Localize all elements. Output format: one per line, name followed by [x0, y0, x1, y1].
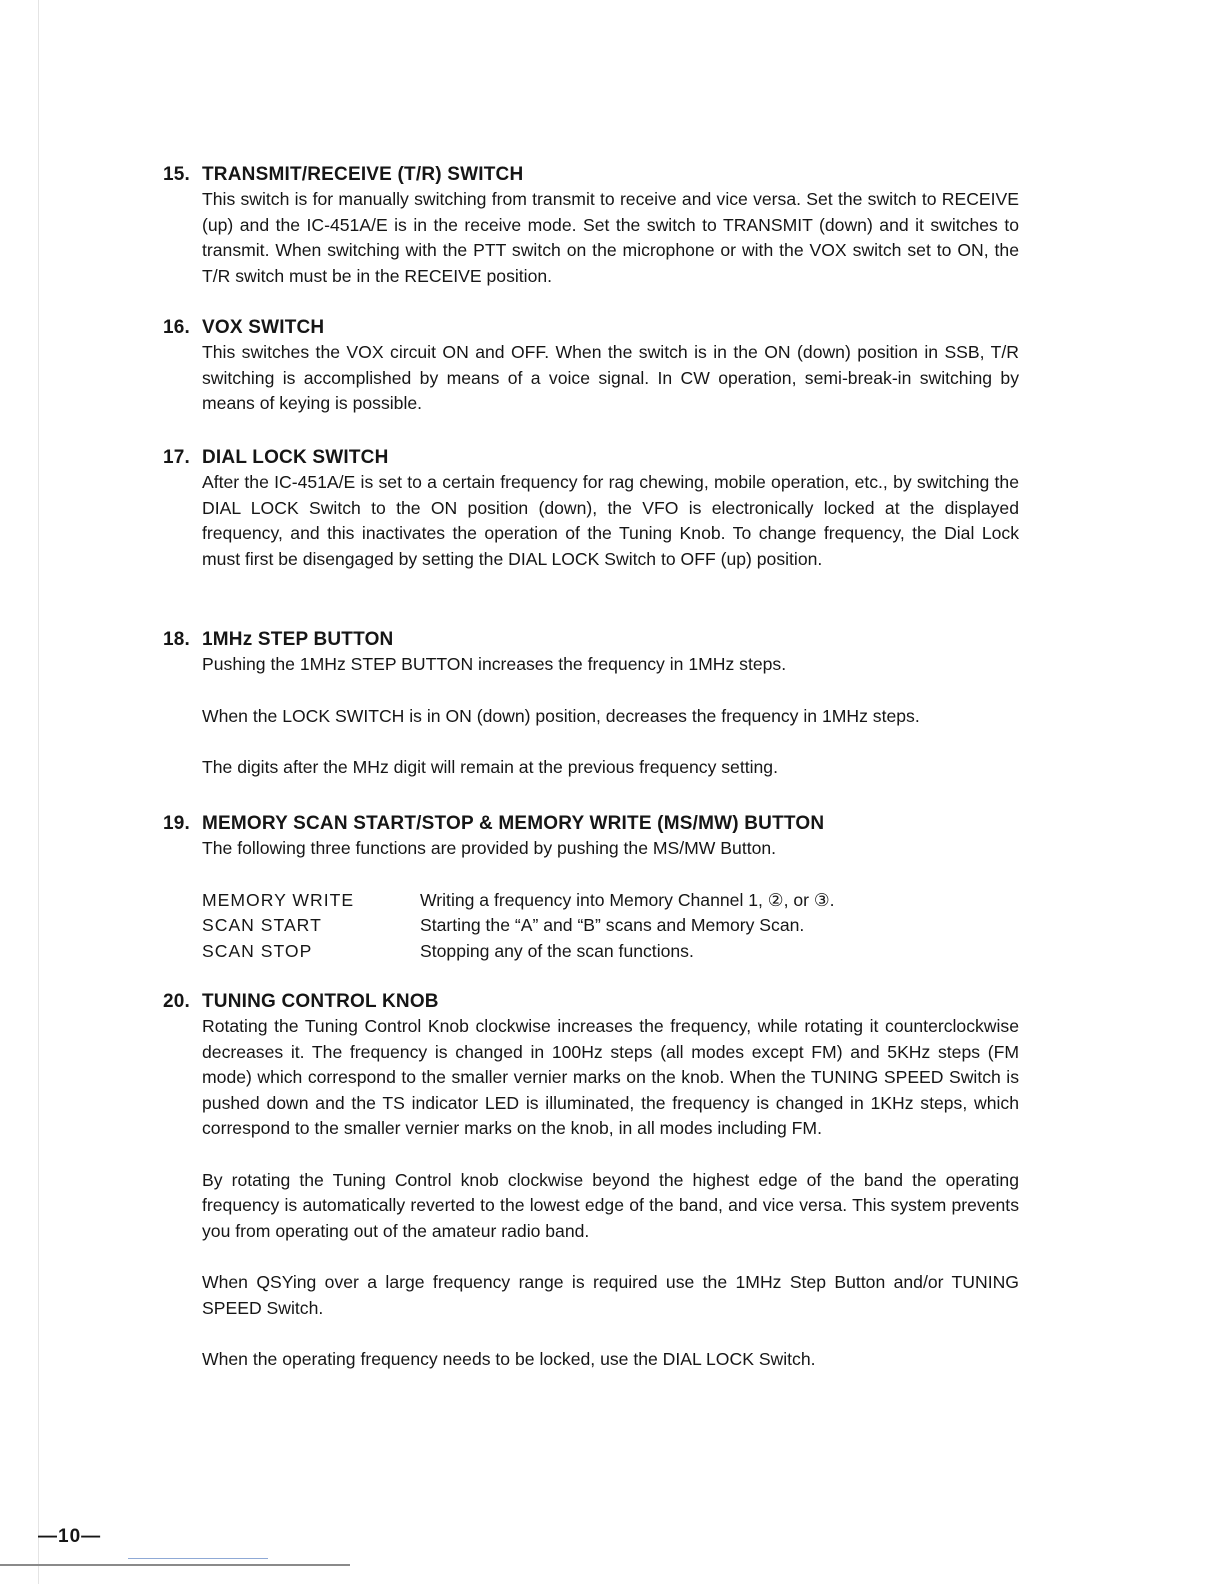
- section-paragraph: After the IC-451A/E is set to a certain frequency for rag chewing, mobile operation, etc., by switching the DIAL LOCK Switch to the ON position (down), the VFO is electronically locked at the displayed frequency, and this inactivates the operation of the Tuning Knob. To change frequency, the Dial Lock must first be disengaged by setting the DIAL LOCK Switch to OFF (up) position.: [202, 472, 1019, 569]
- section-18: [163, 628, 1043, 781]
- section-paragraph: This switches the VOX circuit ON and OFF. When the switch is in the ON (down) position in SSB, T/R switching is accomplished by means of a voice signal. In CW operation, semi-break-in switching by means of keying is possible.: [202, 342, 1019, 413]
- function-description: Stopping any of the scan functions.: [420, 940, 694, 961]
- section-19: [163, 812, 1043, 964]
- section-16: [163, 316, 1043, 417]
- section-number: 16.: [163, 317, 191, 338]
- section-title: TRANSMIT/RECEIVE (T/R) SWITCH: [202, 164, 524, 185]
- bottom-rule: [0, 1564, 350, 1566]
- section-paragraph: Pushing the 1MHz STEP BUTTON increases the frequency in 1MHz steps.: [202, 654, 787, 674]
- section-title: VOX SWITCH: [202, 317, 325, 338]
- function-row: [202, 913, 1043, 939]
- function-row: [202, 939, 1043, 965]
- section-paragraph: When the LOCK SWITCH is in ON (down) position, decreases the frequency in 1MHz steps.: [202, 705, 920, 726]
- section-heading: [163, 628, 1043, 652]
- section-number: 19.: [163, 813, 191, 834]
- bottom-rule-accent: [128, 1558, 268, 1559]
- section-title: 1MHz STEP BUTTON: [202, 629, 394, 650]
- section-paragraph: By rotating the Tuning Control knob clockwise beyond the highest edge of the band the operating frequency is automatically reverted to the lowest edge of the band, and vice versa. This system prevents you from operating out of the amateur radio band.: [202, 1169, 1019, 1241]
- section-number: 18.: [163, 629, 191, 650]
- function-row: [202, 888, 1043, 914]
- section-20: [163, 990, 1043, 1373]
- section-paragraph: When the operating frequency needs to be locked, use the DIAL LOCK Switch.: [202, 1349, 816, 1369]
- page-number: —10—: [38, 1526, 102, 1547]
- function-name: SCAN START: [202, 915, 322, 935]
- section-heading: [163, 316, 1043, 340]
- section-number: 15.: [163, 164, 191, 185]
- section-17: [163, 446, 1043, 572]
- section-number: 17.: [163, 447, 191, 468]
- section-heading: [163, 990, 1043, 1014]
- function-table: [202, 888, 1043, 965]
- section-heading: [163, 446, 1043, 470]
- section-paragraph: When QSYing over a large frequency range is required use the 1MHz Step Button and/or TUNING SPEED Switch.: [202, 1272, 1019, 1318]
- function-description: Writing a frequency into Memory Channel 1, ②, or ③.: [420, 889, 835, 910]
- function-name: MEMORY WRITE: [202, 889, 355, 910]
- section-title: MEMORY SCAN START/STOP & MEMORY WRITE (MS/MW) BUTTON: [202, 813, 825, 834]
- section-title: DIAL LOCK SWITCH: [202, 447, 389, 468]
- section-heading: [163, 812, 1043, 836]
- section-paragraph: This switch is for manually switching from transmit to receive and vice versa. Set the switch to RECEIVE (up) and the IC-451A/E is in the receive mode. Set the switch to TRANSMIT (down) and it switches to transmit. When switching with the PTT switch on the microphone or with the VOX switch set to ON, the T/R switch must be in the RECEIVE position.: [202, 189, 1019, 286]
- function-name: SCAN STOP: [202, 940, 313, 961]
- section-heading: [163, 163, 1043, 187]
- section-15: [163, 163, 1043, 289]
- section-paragraph: The following three functions are provided by pushing the MS/MW Button.: [202, 838, 777, 858]
- section-number: 20.: [163, 991, 191, 1012]
- section-paragraph: The digits after the MHz digit will remain at the previous frequency setting.: [202, 757, 778, 777]
- section-paragraph: Rotating the Tuning Control Knob clockwise increases the frequency, while rotating it counterclockwise decreases it. The frequency is changed in 100Hz steps (all modes except FM) and 5KHz steps (FM mode) which correspond to the smaller vernier marks on the knob. When the TUNING SPEED Switch is pushed down and the TS indicator LED is illuminated, the frequency is changed in 1KHz steps, which correspond to the smaller vernier marks on the knob, in all modes including FM.: [202, 1016, 1019, 1138]
- scan-margin-line: [38, 0, 39, 1584]
- function-description: Starting the “A” and “B” scans and Memory Scan.: [420, 915, 805, 935]
- section-title: TUNING CONTROL KNOB: [202, 991, 439, 1012]
